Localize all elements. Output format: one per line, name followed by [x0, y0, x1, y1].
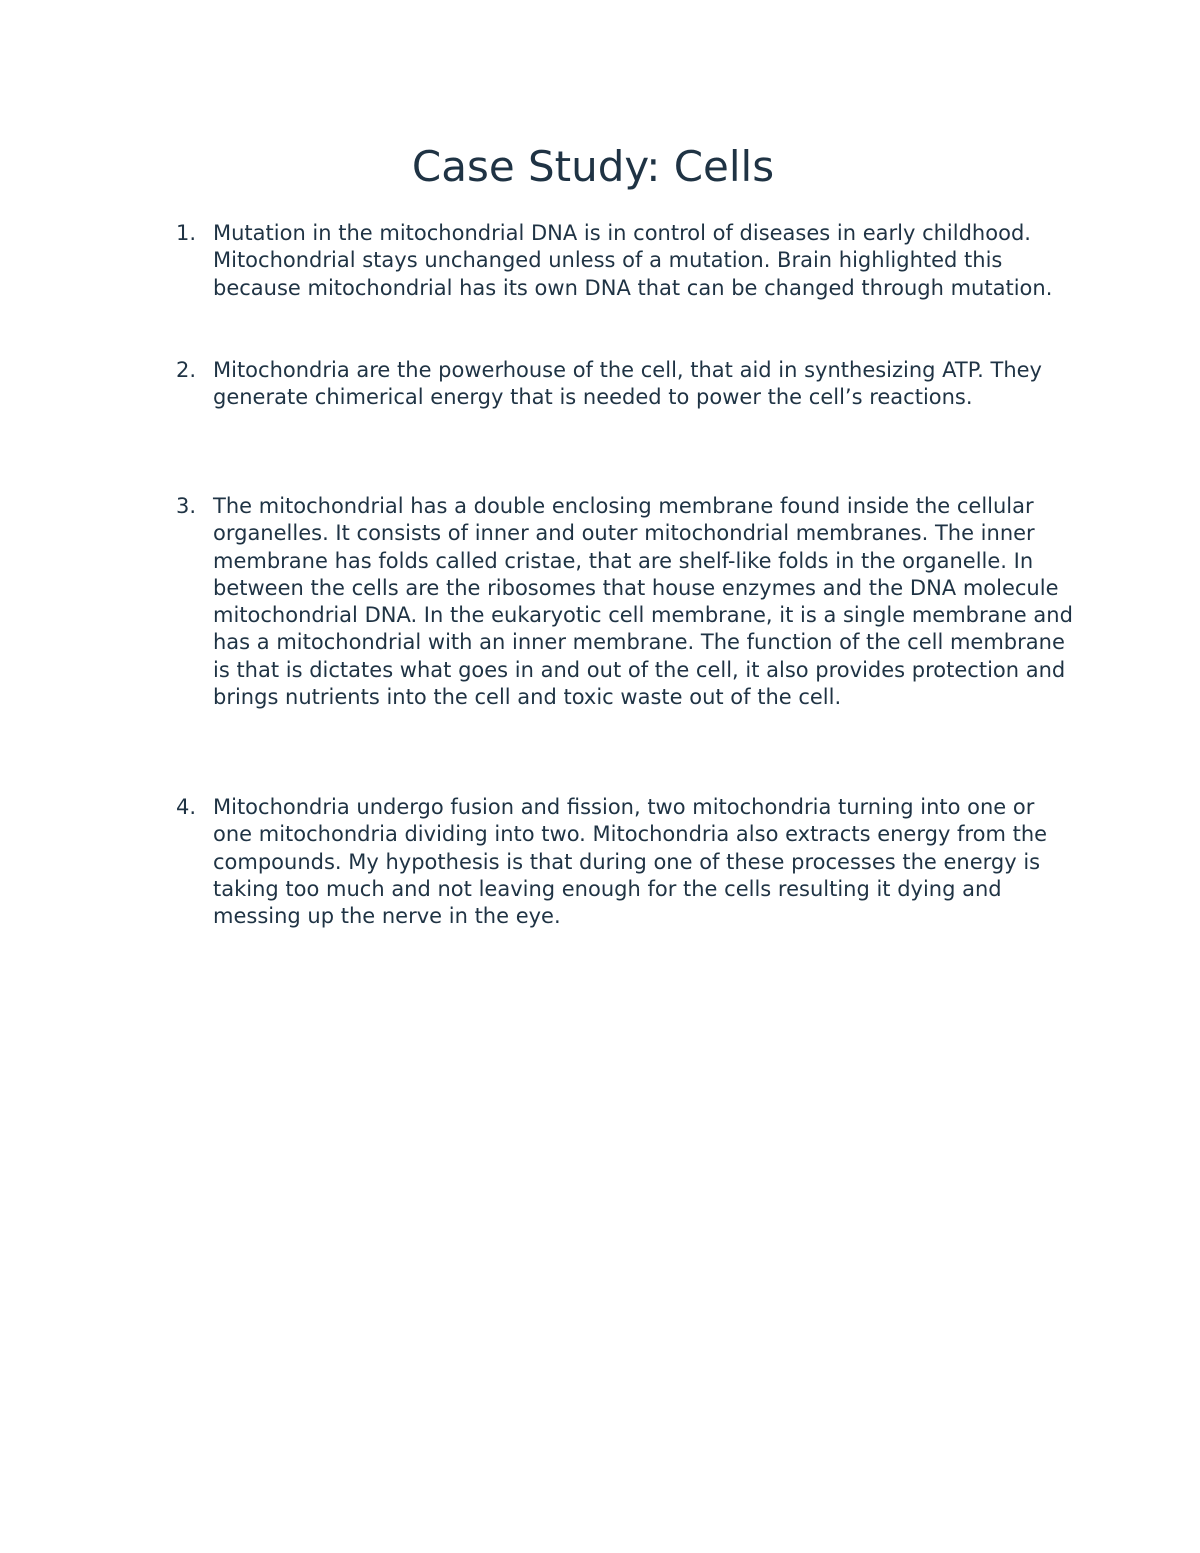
list-item-number: 3.: [176, 494, 197, 518]
list-item-text: Mutation in the mitochondrial DNA is in control of diseases in early childhood. Mitochondrial stays unchanged unless of a mutation. Brain highlighted this because mitochondrial has its own DNA that can be changed through mutation.: [213, 221, 1053, 300]
page-title: Case Study: Cells: [411, 142, 775, 191]
list-item-number: 4.: [176, 795, 197, 819]
list-item-number: 2.: [176, 358, 197, 382]
list-item-text: Mitochondria undergo fusion and fission, two mitochondria turning into one or one mitochondria dividing into two. Mitochondria also extracts energy from the compounds. My hypothesis is that during one of these processes the energy is taking too much and not leaving enough for the cells resulting it dying and messing up the nerve in the eye.: [213, 795, 1048, 929]
list-item-number: 1.: [176, 221, 197, 245]
list-item-text: Mitochondria are the powerhouse of the cell, that aid in synthesizing ATP. They generate chimerical energy that is needed to power the cell’s reactions.: [213, 358, 1042, 410]
list-item-text: The mitochondrial has a double enclosing membrane found inside the cellular organelles. It consists of inner and outer mitochondrial membranes. The inner membrane has folds called cristae, that are shelf-like folds in the organelle. In between the cells are the ribosomes that house enzymes and the DNA molecule mitochondrial DNA. In the eukaryotic cell membrane, it is a single membrane and has a mitochondrial with an inner membrane. The function of the cell membrane is that is dictates what goes in and out of the cell, it also provides protection and brings nutrients into the cell and toxic waste out of the cell.: [213, 494, 1073, 710]
